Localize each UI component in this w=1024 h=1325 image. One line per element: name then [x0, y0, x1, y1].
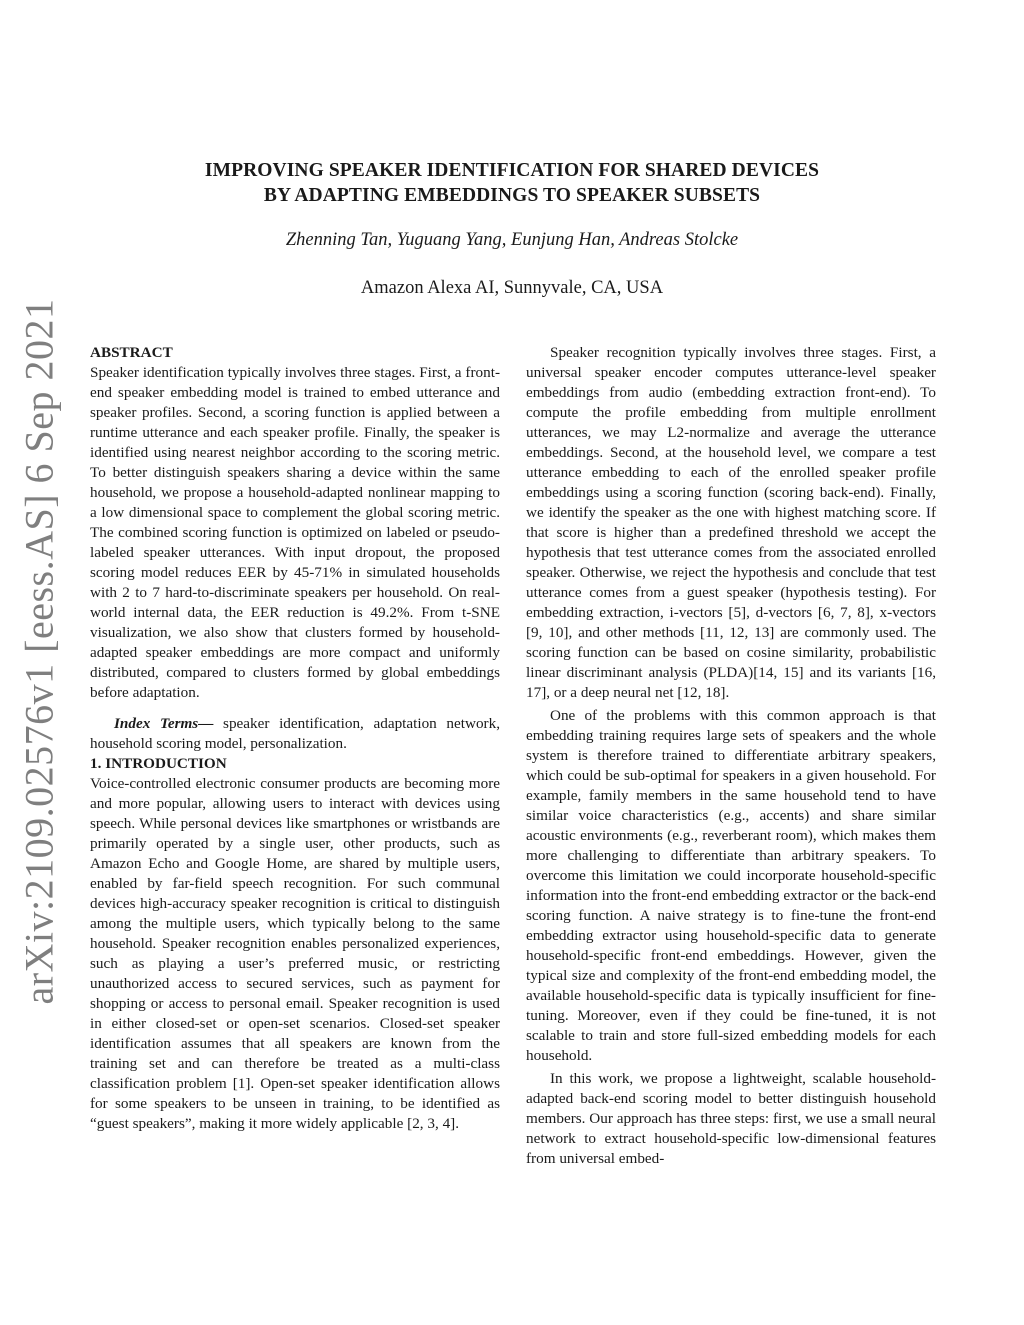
paper-title	[150, 158, 874, 208]
affiliation: Amazon Alexa AI, Sunnyvale, CA, USA	[360, 278, 664, 298]
index-terms-text: speaker identification, adaptation network, household scoring model, personalization.	[90, 715, 500, 752]
title-line-1: IMPROVING SPEAKER IDENTIFICATION FOR SHARED DEVICES	[204, 160, 820, 181]
introduction-heading: 1. INTRODUCTION	[90, 755, 227, 772]
title-line-2: BY ADAPTING EMBEDDINGS TO SPEAKER SUBSETS	[263, 185, 761, 206]
right-paragraph-3: In this work, we propose a lightweight, scalable household-adapted back-end scoring model to better distinguish household members. Our approach has three steps: first, we use a small neural network to extract household-specific low-dimensional features from universal embed-	[526, 1070, 936, 1167]
right-paragraph-2: One of the problems with this common approach is that embedding training requires large sets of speakers and the whole system is therefore trained to differentiate arbitrary speakers, which could be sub-optimal for speakers in a given household. For example, family members in the same household tend to have similar voice characteristics (e.g., accents) and share similar acoustic environments (e.g., reverberant room), which makes them more challenging to differentiate than arbitrary speakers. To overcome this limitation we could incorporate household-specific information into the front-end embedding extractor or the back-end scoring function. A naive strategy is to fine-tune the front-end embedding extractor using household-specific data to generate household-specific front-end embeddings. However, given the typical size and complexity of the front-end embedding model, the available household-specific data is typically insufficient for fine-tuning. Moreover, even if they could be fine-tuned, it is not scalable to train and store full-sized embedding models for each household.	[526, 707, 936, 1064]
right-paragraph-1: Speaker recognition typically involves three stages. First, a universal speaker encoder computes utterance-level speaker embeddings from audio (embedding extraction front-end). To compute the profile embedding from multiple enrollment utterances, we may L2-normalize and average the utterance embeddings. Second, at the household level, we compare a test utterance embedding to each of the enrolled speaker profile embeddings using a scoring function (scoring back-end). Finally, we identify the speaker as the one with highest matching score. If that score is higher than a predefined threshold we accept the hypothesis that test utterance comes from the associated enrolled speaker. Otherwise, we reject the hypothesis and conclude that test utterance comes from a guest speaker (hypothesis testing). For embedding extraction, i-vectors [5], d-vectors [6, 7, 8], x-vectors [9, 10], and other methods [11, 12, 13] are commonly used. The scoring function can be based on cosine similarity, probabilistic linear discriminant analysis (PLDA)[14, 15] and its variants [16, 17], or a deep neural net [12, 18].	[526, 344, 936, 701]
abstract-body: Speaker identification typically involves three stages. First, a front-end speaker embedding model is trained to embed utterance and speaker profiles. Second, a scoring function is applied between a runtime utterance and each speaker profile. Finally, the speaker is identified using nearest neighbor according to the scoring metric. To better distinguish speakers sharing a device within the same household, we propose a household-adapted nonlinear mapping to a low dimensional space to complement the global scoring metric. The combined scoring function is optimized on labeled or pseudo-labeled speaker utterances. With input dropout, the proposed scoring model reduces EER by 45-71% in simulated households with 2 to 7 hard-to-discriminate speakers per household. On real-world internal data, the EER reduction is 49.2%. From t-SNE visualization, we also show that clusters formed by household-adapted speaker embeddings are more compact and uniformly distributed, compared to clusters formed by global embeddings before adaptation.	[90, 364, 500, 701]
index-terms	[90, 714, 500, 754]
abstract-heading: ABSTRACT	[90, 344, 173, 361]
introduction-paragraph-1: Voice-controlled electronic consumer products are becoming more and more popular, allowing users to interact with devices using speech. While personal devices like smartphones or wristbands are primarily operated by a single user, other products, such as Amazon Echo and Google Home, are shared by multiple users, enabled by far-field speech recognition. For such communal devices high-accuracy speaker recognition is critical to distinguish among the multiple users, which typically belong to the same household. Speaker recognition enables personalized experiences, such as playing a user’s preferred music, or restricting unauthorized access to secured services, such as payment for shopping or access to personal email. Speaker recognition is used in either closed-set or open-set scenarios. Closed-set speaker identification assumes that all speakers are known from the training set and can therefore be treated as a multi-class classification problem [1]. Open-set speaker identification allows for some speakers to be unseen in training, to be identified as “guest speakers”, making it more widely applicable [2, 3, 4].	[90, 775, 500, 1132]
left-column	[90, 343, 500, 1134]
right-column	[526, 343, 936, 1169]
author-list: Zhenning Tan, Yuguang Yang, Eunjung Han, Andreas Stolcke	[285, 230, 739, 250]
index-terms-label: Index Terms—	[114, 715, 214, 732]
arxiv-identifier-stamp	[14, 297, 64, 1005]
title-block	[150, 158, 874, 208]
arxiv-id-text: arXiv:2109.02576v1 [eess.AS] 6 Sep 2021	[16, 297, 62, 1005]
